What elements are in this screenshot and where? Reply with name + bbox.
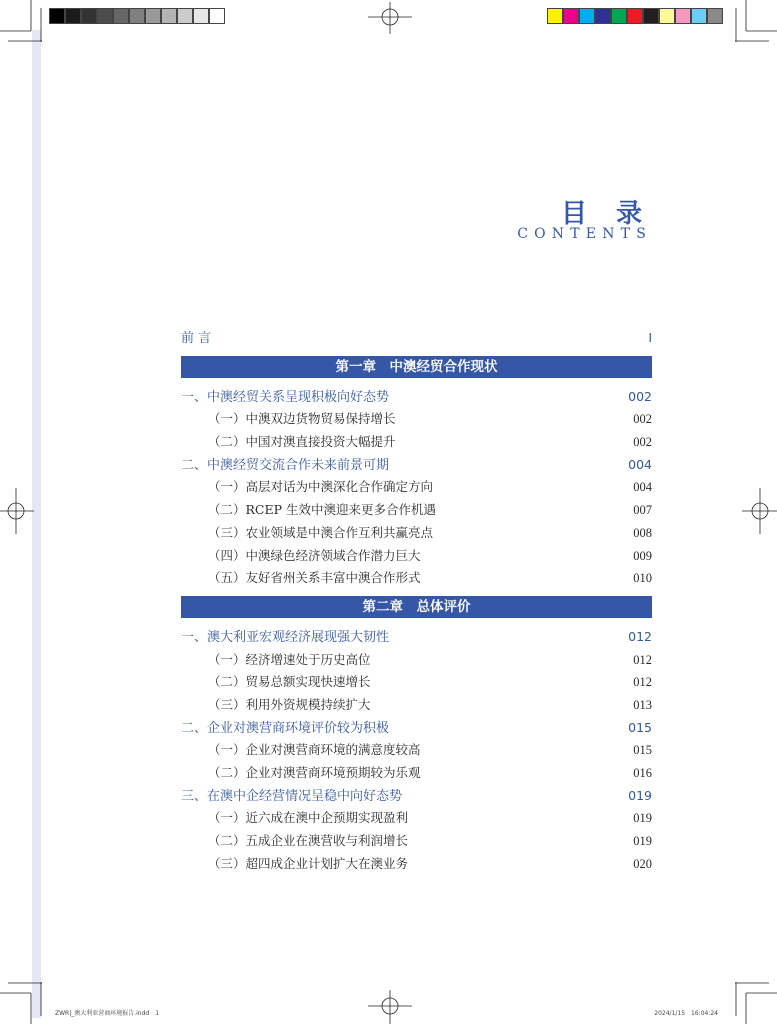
toc-entry-page: 008 (633, 525, 652, 540)
toc-entry-label: 一、澳大利亚宏观经济展现强大韧性 (181, 629, 390, 645)
chapter-banner[interactable]: 第一章 中澳经贸合作现状 (181, 356, 652, 378)
toc-subsection-entry[interactable] (181, 567, 652, 590)
toc-entry-label: 二、企业对澳营商环境评价较为积极 (181, 720, 390, 736)
print-timestamp: 2024/1/15 16:04:24 (654, 1010, 718, 1017)
color-swatch (547, 8, 563, 24)
toc-subsection-entry[interactable] (181, 739, 652, 762)
color-swatch (563, 8, 579, 24)
toc-entry-page: 015 (628, 719, 652, 735)
toc-entry-label: （二）中国对澳直接投资大幅提升 (208, 434, 396, 450)
color-swatch (675, 8, 691, 24)
grayscale-calibration-bar (49, 8, 225, 24)
toc-entry-page: 002 (633, 412, 652, 427)
gray-swatch (129, 8, 145, 24)
toc-section-entry[interactable] (181, 454, 652, 477)
color-swatch (691, 8, 707, 24)
toc-entry-page: 015 (633, 743, 652, 758)
toc-subsection-entry[interactable] (181, 649, 652, 672)
toc-entry-label: （二）RCEP 生效中澳迎来更多合作机遇 (208, 502, 436, 518)
gray-swatch (97, 8, 113, 24)
toc-subsection-entry[interactable] (181, 408, 652, 431)
toc-subsection-entry[interactable] (181, 522, 652, 545)
color-swatch (643, 8, 659, 24)
gray-swatch (81, 8, 97, 24)
crop-mark-top-right (732, 0, 777, 45)
toc-entry-page: 007 (633, 503, 652, 518)
toc-entry-page: 016 (633, 766, 652, 780)
toc-subsection-entry[interactable] (181, 431, 652, 454)
crop-mark-bottom-right (732, 979, 777, 1024)
page-title: 目 录 (560, 199, 652, 229)
page-subtitle: CONTENTS (517, 226, 652, 242)
gray-swatch (145, 8, 161, 24)
toc-subsection-entry[interactable] (181, 830, 652, 853)
print-file-name: ZWR|_澳大利亚营商环境报告.indd 1 (55, 1010, 160, 1017)
color-swatch (627, 8, 643, 24)
toc-entry-label: （二）贸易总额实现快速增长 (208, 674, 371, 690)
registration-mark-right (742, 488, 777, 534)
toc-subsection-entry[interactable] (181, 762, 652, 785)
toc-entry-page: 002 (633, 435, 652, 450)
toc-entry-label: （一）高层对话为中澳深化合作确定方向 (208, 479, 434, 495)
toc-section-entry[interactable] (181, 717, 652, 740)
toc-entry-page: 009 (633, 548, 652, 563)
toc-entry-label: 二、中澳经贸交流合作未来前景可期 (181, 457, 390, 473)
toc-entry-label: （二）企业对澳营商环境预期较为乐观 (208, 765, 421, 780)
toc-entry-page: 010 (633, 571, 652, 586)
color-calibration-bar (547, 8, 723, 24)
toc-entry-page: 019 (628, 787, 652, 803)
toc-entry-page: 004 (633, 480, 652, 495)
toc-entry-page: 012 (633, 675, 652, 690)
chapter-banner[interactable]: 第二章 总体评价 (181, 596, 652, 618)
toc-entry-page: 004 (628, 456, 652, 472)
toc-entry-label: 三、在澳中企经营情况呈稳中向好态势 (181, 788, 403, 804)
registration-mark-top (368, 2, 412, 34)
toc-entry-label: （二）五成企业在澳营收与利润增长 (208, 833, 409, 849)
toc-subsection-entry[interactable] (181, 499, 652, 522)
toc-entry-label: （三）农业领域是中澳合作互利共赢亮点 (208, 524, 434, 540)
gray-swatch (113, 8, 129, 24)
toc-subsection-entry[interactable] (181, 476, 652, 499)
crop-mark-bottom-left (0, 979, 45, 1024)
color-swatch (595, 8, 611, 24)
gray-swatch (209, 8, 225, 24)
color-swatch (579, 8, 595, 24)
toc-entry-page: 013 (633, 697, 652, 712)
registration-mark-left (0, 488, 34, 534)
toc-entry-label: 一、中澳经贸关系呈现积极向好态势 (181, 389, 390, 405)
toc-entry-label: （一）中澳双边货物贸易保持增长 (208, 411, 396, 427)
color-swatch (707, 8, 723, 24)
toc-section-entry[interactable] (181, 386, 652, 409)
toc-entry-label: 前 言 (181, 331, 212, 346)
toc-subsection-entry[interactable] (181, 545, 652, 568)
gray-swatch (161, 8, 177, 24)
toc-entry-page: 012 (628, 628, 652, 644)
toc-entry-label: （三）超四成企业计划扩大在澳业务 (208, 855, 409, 871)
toc-subsection-entry[interactable] (181, 853, 652, 876)
toc-entry-page: I (648, 330, 652, 345)
toc-entry-label: （三）利用外资规模持续扩大 (208, 696, 371, 712)
gray-swatch (49, 8, 65, 24)
toc-entry-page: 012 (633, 652, 652, 667)
toc-entry-page: 020 (633, 856, 652, 871)
table-of-contents (181, 327, 652, 875)
toc-entry-label: （四）中澳绿色经济领域合作潜力巨大 (208, 547, 421, 563)
gray-swatch (193, 8, 209, 24)
toc-subsection-entry[interactable] (181, 807, 652, 830)
gray-swatch (177, 8, 193, 24)
registration-mark-bottom (368, 990, 412, 1024)
toc-entry-preface[interactable] (181, 327, 652, 350)
gray-swatch (65, 8, 81, 24)
toc-entry-label: （五）友好省州关系丰富中澳合作形式 (208, 570, 421, 586)
toc-subsection-entry[interactable] (181, 671, 652, 694)
toc-entry-page: 019 (633, 811, 652, 826)
toc-section-entry[interactable] (181, 785, 652, 808)
toc-entry-label: （一）经济增速处于历史高位 (208, 651, 371, 667)
color-swatch (659, 8, 675, 24)
toc-entry-page: 019 (633, 834, 652, 849)
toc-section-entry[interactable] (181, 626, 652, 649)
toc-entry-page: 002 (628, 388, 652, 404)
crop-mark-top-left (0, 0, 45, 45)
toc-entry-label: （一）近六成在澳中企预期实现盈利 (208, 810, 409, 826)
toc-entry-label: （一）企业对澳营商环境的满意度较高 (208, 742, 421, 758)
toc-subsection-entry[interactable] (181, 694, 652, 717)
color-swatch (611, 8, 627, 24)
